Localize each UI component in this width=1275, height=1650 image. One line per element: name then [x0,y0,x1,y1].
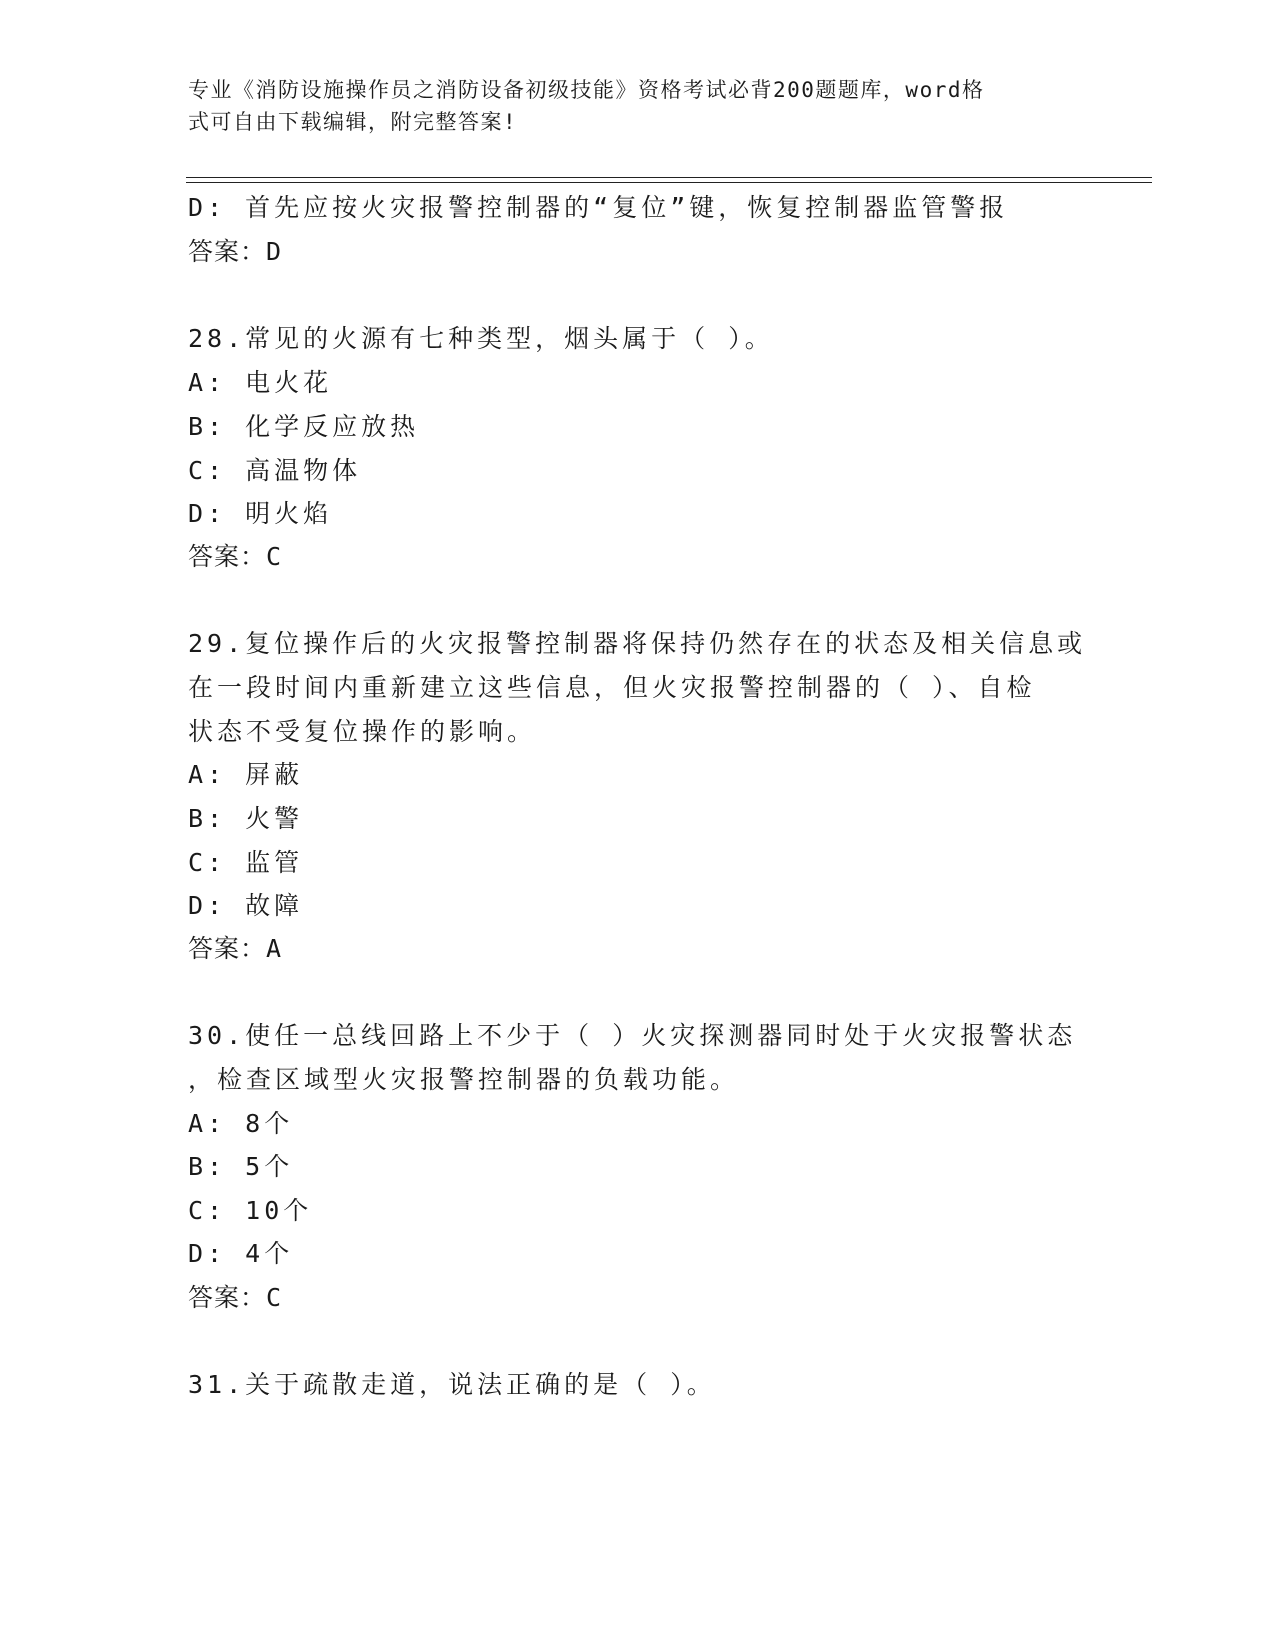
q28-answer: 答案：C [188,542,283,571]
prev-question-option-d: D: 首先应按火灾报警控制器的“复位”键，恢复控制器监管警报 [188,193,1009,222]
q29-stem-line-2: 在一段时间内重新建立这些信息，但火灾报警控制器的（ ）、自检 [188,673,1036,702]
q28-option-d: D: 明火焰 [188,499,333,528]
q29-option-d: D: 故障 [188,891,304,920]
prev-question-answer: 答案：D [188,237,283,266]
document-header [188,74,1068,138]
q30-option-d: D: 4个 [188,1239,294,1268]
header-divider-bottom [186,182,1152,183]
q28-option-a: A: 电火花 [188,368,333,397]
q29-answer: 答案：A [188,934,283,963]
q28-option-b: B: 化学反应放热 [188,412,420,441]
q29-option-c: C: 监管 [188,848,304,877]
q30-answer: 答案：C [188,1283,283,1312]
q30-option-a: A: 8个 [188,1109,294,1138]
q29-option-a: A: 屏蔽 [188,760,304,789]
q29-stem-line-3: 状态不受复位操作的影响。 [188,717,537,746]
q29-option-b: B: 火警 [188,804,304,833]
header-line-1: 专业《消防设施操作员之消防设备初级技能》资格考试必背200题题库，word格 [188,78,985,102]
q31-stem: 31.关于疏散走道，说法正确的是（ ）。 [188,1370,716,1399]
header-divider-top [186,177,1152,178]
q28-option-c: C: 高温物体 [188,456,362,485]
q29-stem-line-1: 29.复位操作后的火灾报警控制器将保持仍然存在的状态及相关信息或 [188,629,1087,658]
q30-stem-line-2: ，检查区域型火灾报警控制器的负载功能。 [188,1065,740,1094]
q28-stem: 28.常见的火源有七种类型，烟头属于（ ）。 [188,324,774,353]
q30-stem-line-1: 30.使任一总线回路上不少于（ ）火灾探测器同时处于火灾报警状态 [188,1021,1077,1050]
header-line-2: 式可自由下载编辑，附完整答案! [188,110,518,134]
q30-option-c: C: 10个 [188,1196,313,1225]
q30-option-b: B: 5个 [188,1152,294,1181]
